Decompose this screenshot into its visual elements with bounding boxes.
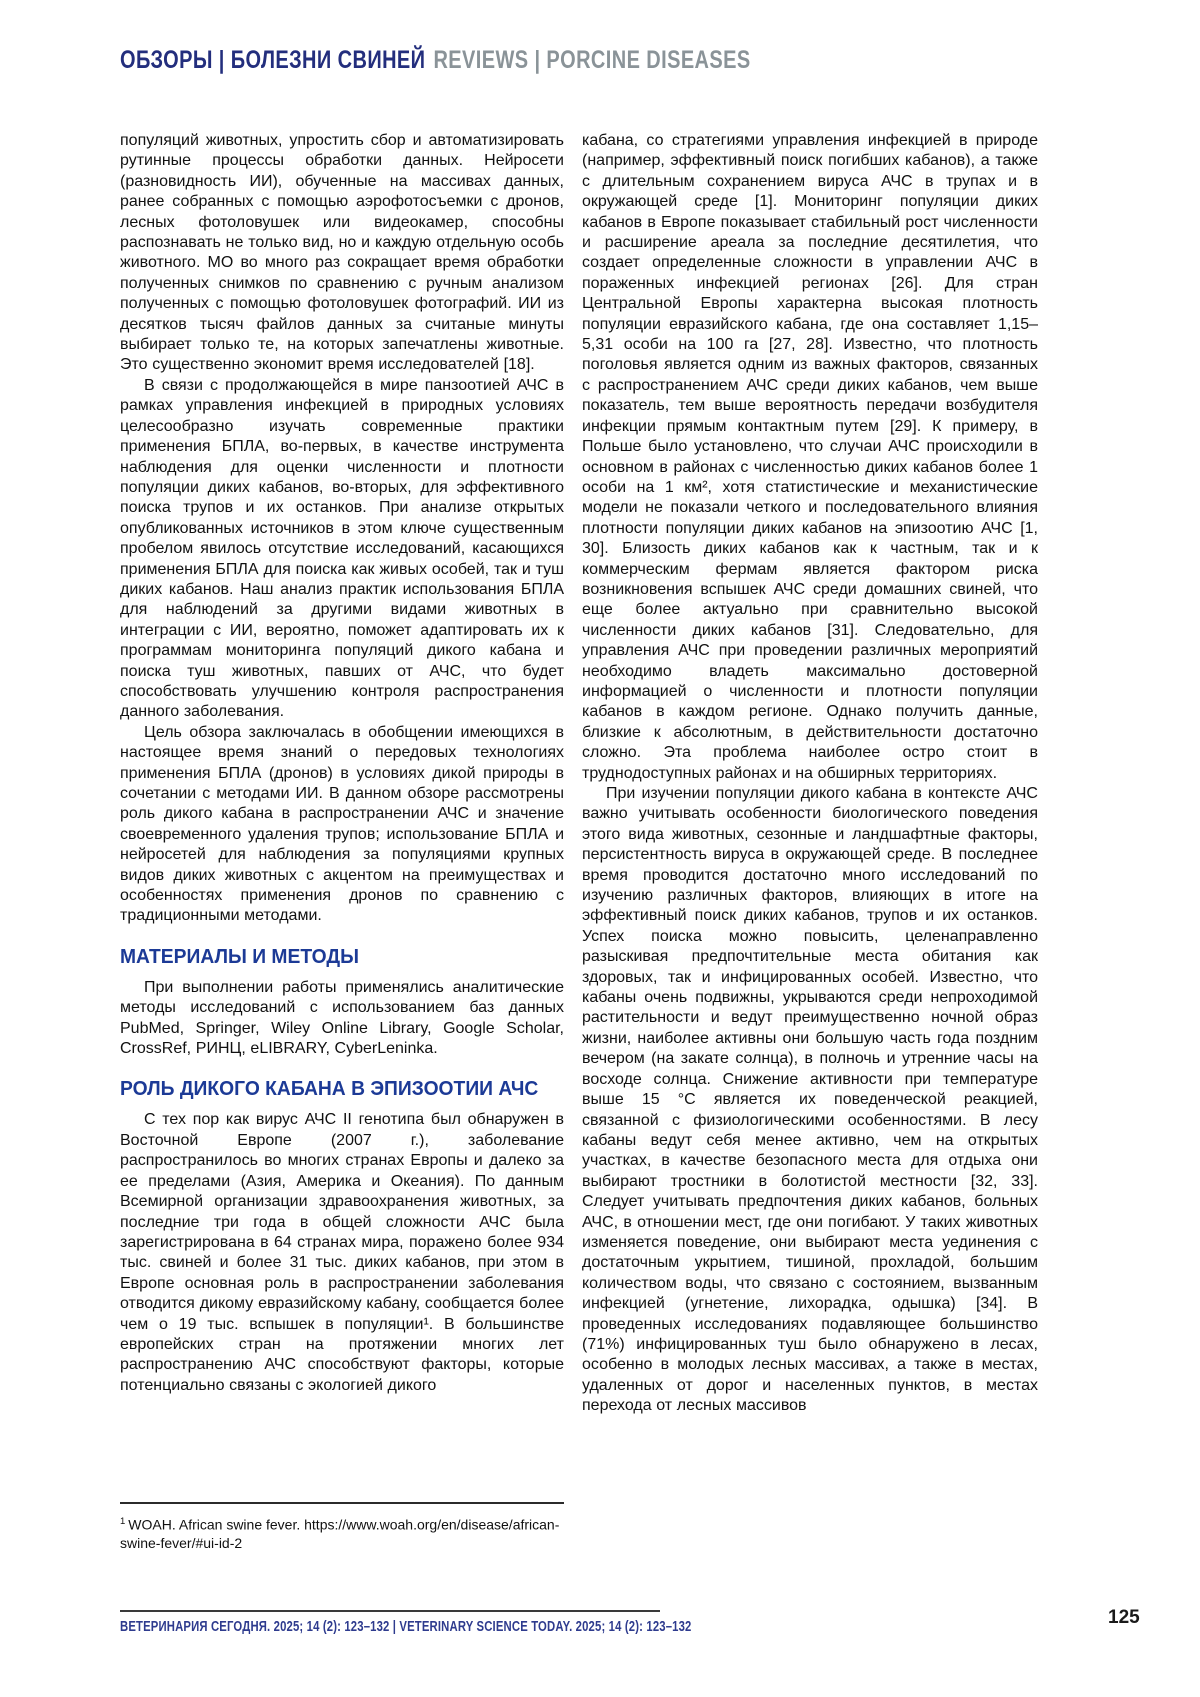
footnote-text: WOAH. African swine fever. https://www.woah.org/en/disease/african-swine-fever/#ui-id-2 [120, 1516, 560, 1552]
heading-wild-boar-role: РОЛЬ ДИКОГО КАБАНА В ЭПИЗООТИИ АЧС [120, 1077, 539, 1101]
journal-citation: ВЕТЕРИНАРИЯ СЕГОДНЯ. 2025; 14 (2): 123–132 | VETERINARY SCIENCE TODAY. 2025; 14 (2): 123–132 [120, 1619, 692, 1635]
paragraph-intro-continued: популяций животных, упростить сбор и автоматизировать рутинные процессы обработки данных. Нейросети (разновидность ИИ), обученные на массивах данных, ранее собранных с помощью аэрофотосъемки с дронов, лесных фотоловушек или видеокамер, способны распознавать не только вид, но и каждую отдельную особь животного. МО во много раз сокращает время обработки полученных снимков по сравнению с ручным анализом полученных с помощью фотоловушек фотографий. ИИ из десятков тысяч файлов данных за считаные минуты выбирает только те, на которых запечатлены животные. Это существенно экономит время исследователей [18]. [120, 132, 564, 374]
footnote-marker: 1 [120, 1516, 126, 1527]
paragraph-review-aim: Цель обзора заключалась в обобщении имеющихся в настоящее время знаний о передовых технологиях применения БПЛА (дронов) в условиях дикой природы в сочетании с методами ИИ. В данном обзоре рассмотрены роль дикого кабана в распространении АЧС и значение своевременного удаления трупов; использование БПЛА и нейросетей для наблюдения за популяциями крупных видов диких животных с акцентом на преимуществах и особенностях применения дронов по сравнению с традиционными методами. [120, 723, 564, 925]
paragraph-asf-panzootic: В связи с продолжающейся в мире панзоотией АЧС в рамках управления инфекцией в природных условиях целесообразно изучать современные практики применения БПЛА, во-первых, в качестве инструмента наблюдения для оценки численности и плотности популяции диких кабанов, во-вторых, для эффективного поиска трупов и их останков. При анализе открытых опубликованных источников в этом ключе существенным пробелом явилось отсутствие исследований, касающихся применения БПЛА для поиска как живых особей, так и туш диких кабанов. Наш анализ практик использования БПЛА для наблюдений за другими видами животных в интеграции с ИИ, вероятно, поможет адаптировать их к программам мониторинга популяций дикого кабана и поиска туш животных, павших от АЧС, что будет способствовать улучшению контроля распространения данного заболевания. [120, 376, 564, 721]
footnote [120, 1502, 564, 1553]
running-head [120, 46, 751, 75]
paragraph-asf-history: С тех пор как вирус АЧС II генотипа был обнаружен в Восточной Европе (2007 г.), заболевание распространилось во многих странах Европы и далеко за ее пределами (Азия, Америка и Океания). По данным Всемирной организации здравоохранения животных, за последние три года в общей сложности АЧС была зарегистрирована в 64 странах мира, поражено более 934 тыс. свиней и более 31 тыс. диких кабанов, при этом в Европе основная роль в распространении заболевания отводится дикому евразийскому кабану, сообщается более чем о 19 тыс. вспышек в популяции¹. В большинстве европейских стран на протяжении многих лет распространению АЧС способствуют факторы, которые потенциально связаны с экологией дикого [120, 1111, 564, 1394]
paragraph-methods: При выполнении работы применялись аналитические методы исследований с использованием баз данных PubMed, Springer, Wiley Online Library, Google Scholar, CrossRef, РИНЦ, eLIBRARY, CyberLeninka. [120, 978, 564, 1058]
paragraph-boar-behavior: При изучении популяции дикого кабана в контексте АЧС важно учитывать особенности биологического поведения этого вида животных, сезонные и ландшафтные факторы, персистентность вируса в окружающей среде. В последнее время проводится достаточно много исследований по изучению различных факторов, влияющих в итоге на эффективный поиск диких кабанов, трупов и их останков. Успех поиска можно повысить, целенаправленно разыскивая предпочтительные места обитания как здоровых, так и инфицированных особей. Известно, что кабаны очень подвижны, укрываются среди непроходимой растительности и ведут преимущественно ночной образ жизни, наиболее активны они большую часть года поздним вечером (на закате солнца), в полночь и утренние часы на восходе солнца. Снижение активности при температуре выше 15 °С является их поведенческой реакцией, связанной с физиологическими особенностями. В лесу кабаны ведут себя менее активно, чем на открытых участках, в качестве безопасного места для отдыха они выбирают тростники в болотистой местности [32, 33]. Следует учитывать предпочтения диких кабанов, больных АЧС, в отношении мест, где они погибают. У таких животных изменяется поведение, они выбирают места уединения с достаточным укрытием, тишиной, прохладой, большим количеством воды, что связано с состоянием, вызванным инфекцией (угнетение, лихорадка, одышка) [34]. В проведенных исследованиях подавляющее большинство (71%) инфицированных туш было обнаружено в лесах, особенно в молодых лесных массивах, а также в местах, удаленных от дорог и населенных пунктов, в местах перехода от лесных массивов [582, 785, 1038, 1415]
running-head-english: REVIEWS | PORCINE DISEASES [433, 46, 751, 74]
footer-rule [120, 1610, 660, 1612]
heading-materials-and-methods: МАТЕРИАЛЫ И МЕТОДЫ [120, 944, 359, 968]
page-number: 125 [1108, 1607, 1140, 1628]
running-head-russian: ОБЗОРЫ | БОЛЕЗНИ СВИНЕЙ [120, 46, 426, 74]
paragraph-boar-ecology-continued: кабана, со стратегиями управления инфекцией в природе (например, эффективный поиск погибших кабанов), а также с длительным сохранением вируса АЧС в трупах и в окружающей среде [1]. Мониторинг популяции диких кабанов в Европе показывает стабильный рост численности и расширение ареала за последние десятилетия, что создает определенные сложности в управлении АЧС в пораженных инфекцией регионах [26]. Для стран Центральной Европы характерна высокая плотность популяции евразийского кабана, где она составляет 1,15–5,31 особи на 100 га [27, 28]. Известно, что плотность поголовья является одним из важных факторов, связанных с распространением АЧС среди диких кабанов, чем выше показатель, тем выше вероятность передачи возбудителя инфекции прямым контактным путем [29]. К примеру, в Польше было установлено, что случаи АЧС происходили в основном в районах с численностью диких кабанов более 1 особи на 1 км², хотя статистические и механистические модели не показали четкого и последовательного влияния плотности популяции диких кабанов на эпизоотию АЧС [1, 30]. Близость диких кабанов как к частным, так и к коммерческим фермам является фактором риска возникновения вспышек АЧС среди домашних свиней, что еще более актуально при сравнительно высокой численности диких кабанов [31]. Следовательно, для управления АЧС при проведении различных мероприятий необходимо владеть максимально достоверной информацией о численности и плотности популяции кабанов в каждом регионе. Однако получить данные, близкие к абсолютным, в действительности достаточно сложно. Эта проблема наиболее остро стоит в труднодоступных районах и на обширных территориях. [582, 132, 1038, 782]
left-column [120, 131, 564, 1396]
right-column [582, 131, 1038, 1417]
article-body [120, 131, 1038, 1417]
